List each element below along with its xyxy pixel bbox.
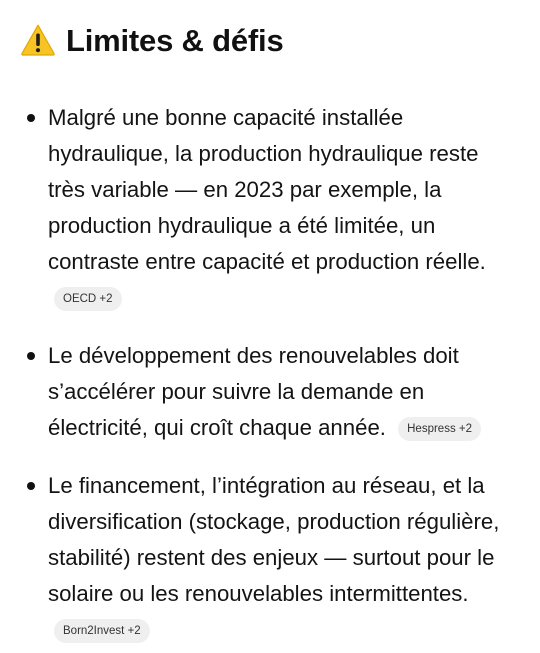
bullet-dot xyxy=(27,482,35,490)
citation-chip[interactable]: Hespress +2 xyxy=(398,417,481,441)
section-heading xyxy=(20,22,520,58)
bullet-text: Le financement, l’intégration au réseau, et la diversification (stockage, production régulière, stabilité) restent des enjeux — surtout pour le solaire ou les renouvelables intermittentes. xyxy=(48,473,500,606)
list-item xyxy=(20,100,520,316)
section-title: Limites & défis xyxy=(66,22,284,58)
list-item xyxy=(20,338,520,446)
list-item xyxy=(20,468,520,648)
citation-chip[interactable]: OECD +2 xyxy=(54,287,122,311)
bullet-dot xyxy=(27,114,35,122)
bullet-dot xyxy=(27,352,35,360)
citation-chip[interactable]: Born2Invest +2 xyxy=(54,619,150,643)
warning-icon xyxy=(20,22,56,58)
bullet-text: Malgré une bonne capacité installée hydraulique, la production hydraulique reste très variable — en 2023 par exemple, la production hydraulique a été limitée, un contraste entre capacité et production réelle. xyxy=(48,105,486,274)
bullet-text: Le développement des renouvelables doit s’accélérer pour suivre la demande en électricité, qui croît chaque année. xyxy=(48,343,459,440)
bullet-list xyxy=(20,100,520,648)
